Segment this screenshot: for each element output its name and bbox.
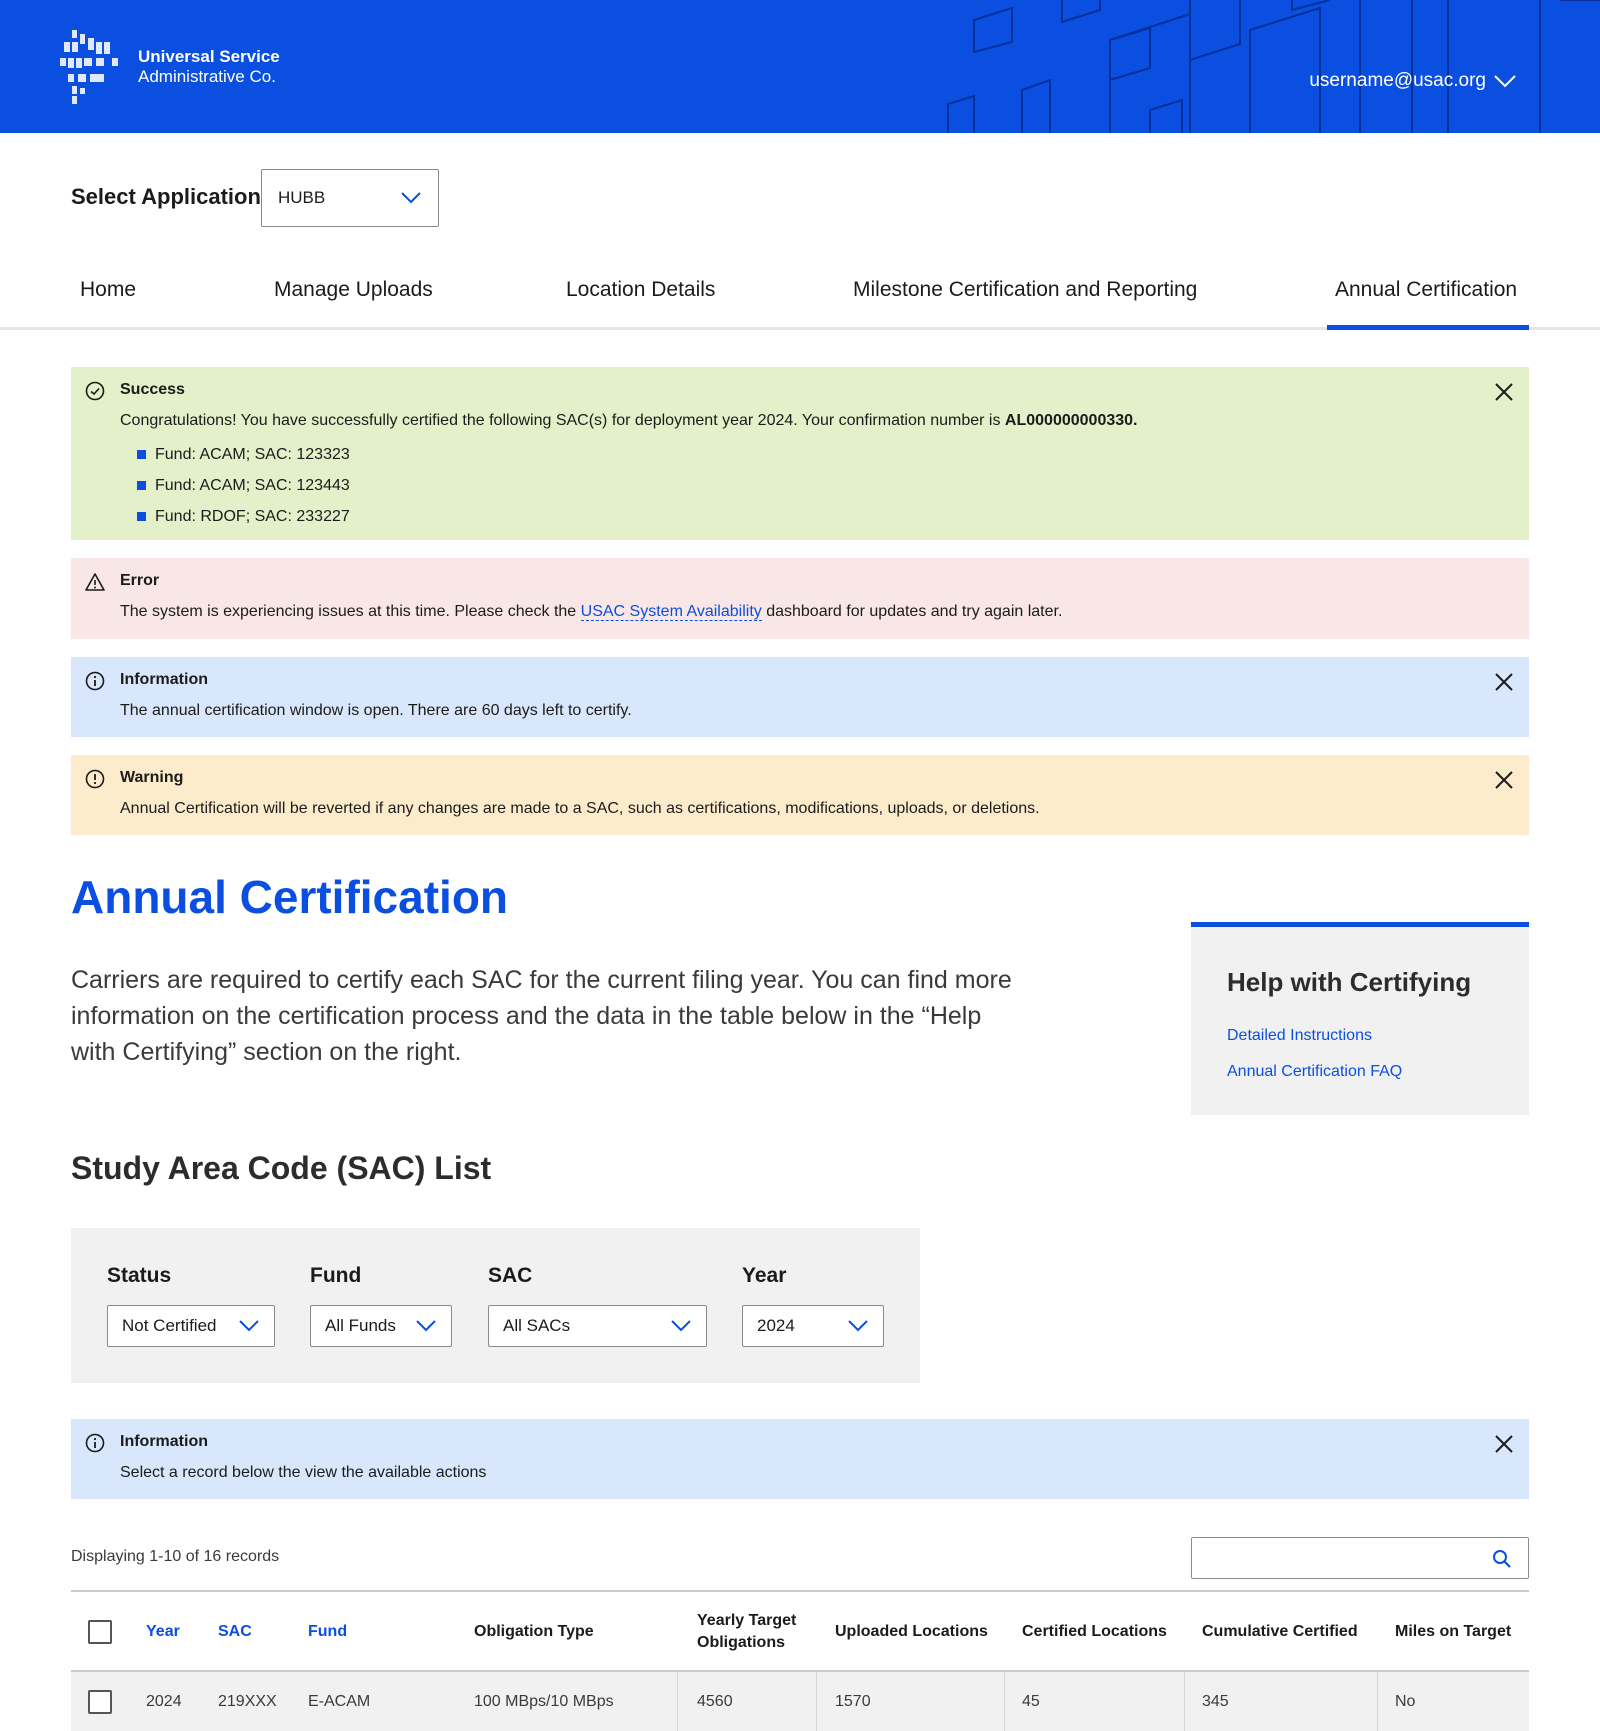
bullet-icon	[137, 481, 146, 490]
system-availability-link[interactable]: USAC System Availability	[580, 603, 762, 620]
filter-panel	[71, 1228, 920, 1383]
usac-logo-icon	[58, 28, 130, 106]
record-count: Displaying 1-10 of 16 records	[71, 1548, 280, 1565]
list-item	[137, 470, 350, 501]
select-all-checkbox[interactable]	[88, 1620, 112, 1644]
column-divider	[1184, 1672, 1185, 1731]
select-application-label: Select Application	[71, 184, 261, 209]
sac-filter-label: SAC	[488, 1264, 533, 1287]
column-year[interactable]: Year	[146, 1623, 180, 1640]
info-icon	[85, 1433, 105, 1453]
column-uploaded-locations: Uploaded Locations	[835, 1623, 988, 1640]
close-icon[interactable]	[1493, 769, 1515, 791]
info-icon	[85, 671, 105, 691]
column-miles-on-target: Miles on Target	[1395, 1623, 1512, 1640]
cell-yearly-target: 4560	[697, 1693, 733, 1710]
table-header	[71, 1590, 1529, 1672]
column-fund[interactable]: Fund	[308, 1623, 348, 1640]
chevron-down-icon	[670, 1319, 692, 1333]
year-filter-label: Year	[742, 1264, 787, 1287]
info-alert-select-record	[71, 1419, 1529, 1499]
table-row[interactable]	[71, 1672, 1529, 1731]
warning-alert-title: Warning	[120, 769, 184, 786]
list-item	[137, 439, 350, 470]
close-icon[interactable]	[1493, 1433, 1515, 1455]
column-divider	[677, 1672, 678, 1731]
error-alert-title: Error	[120, 572, 160, 589]
info-alert-window	[71, 657, 1529, 737]
column-yearly-target-line1: Yearly Target	[697, 1612, 797, 1629]
chevron-down-icon	[847, 1319, 869, 1333]
error-message-text: The system is experiencing issues at this time. Please check the	[120, 603, 581, 620]
tab-annual-certification[interactable]: Annual Certification	[1327, 278, 1529, 330]
error-alert	[71, 558, 1529, 639]
tab-location-details[interactable]: Location Details	[566, 278, 716, 301]
cell-cumulative-certified: 345	[1202, 1693, 1229, 1710]
application-select[interactable]	[261, 169, 439, 227]
cell-obligation-type: 100 MBps/10 MBps	[474, 1693, 614, 1710]
error-alert-message	[120, 603, 1062, 621]
page-intro: Carriers are required to certify each SAC for the current filing year. You can find more information on the certification process and the data in the table below in the “Help with Certifying” section on the right.	[71, 966, 1012, 1066]
confirmation-number: AL000000000330.	[1004, 412, 1138, 429]
list-item-text: Fund: ACAM; SAC: 123443	[155, 476, 350, 494]
bullet-icon	[137, 512, 146, 521]
success-alert-message	[120, 412, 1137, 430]
application-select-value: HUBB	[278, 188, 326, 207]
fund-filter-select[interactable]	[310, 1305, 452, 1347]
bullet-icon	[137, 450, 146, 459]
column-divider	[1377, 1672, 1378, 1731]
column-yearly-target-line2: Obligations	[697, 1634, 785, 1651]
warning-circle-icon	[85, 769, 105, 789]
select-all-cell	[88, 1592, 112, 1672]
close-icon[interactable]	[1493, 381, 1515, 403]
chevron-down-icon	[400, 191, 422, 205]
page-title: Annual Certification	[71, 871, 509, 923]
column-cumulative-certified: Cumulative Certified	[1202, 1623, 1358, 1640]
info-alert-message: Select a record below the view the available actions	[120, 1464, 487, 1481]
column-divider	[816, 1672, 817, 1731]
help-panel	[1191, 922, 1529, 1115]
list-item-text: Fund: RDOF; SAC: 233227	[155, 507, 350, 525]
error-message-text-end: dashboard for updates and try again later.	[761, 603, 1063, 620]
user-menu[interactable]	[1309, 70, 1516, 92]
status-filter-value: Not Certified	[122, 1316, 217, 1335]
success-alert-title: Success	[120, 381, 185, 398]
org-name-line2: Administrative Co.	[138, 67, 276, 86]
fund-filter-value: All Funds	[325, 1316, 396, 1335]
column-yearly-target-obligations	[697, 1592, 796, 1672]
info-alert-title: Information	[120, 1433, 208, 1450]
status-filter-label: Status	[107, 1264, 172, 1287]
annual-certification-faq-link[interactable]: Annual Certification FAQ	[1227, 1063, 1403, 1080]
column-obligation-type: Obligation Type	[474, 1623, 594, 1640]
check-circle-icon	[85, 381, 105, 401]
info-alert-message: The annual certification window is open. There are 60 days left to certify.	[120, 702, 632, 719]
year-filter-value: 2024	[757, 1316, 795, 1335]
warning-alert-message: Annual Certification will be reverted if any changes are made to a SAC, such as certifications, modifications, uploads, or deletions.	[120, 800, 1040, 817]
close-icon[interactable]	[1493, 671, 1515, 693]
tab-manage-uploads[interactable]: Manage Uploads	[274, 278, 433, 301]
certified-sac-list	[137, 439, 350, 532]
main-nav	[0, 262, 1600, 330]
sac-list-title: Study Area Code (SAC) List	[71, 1150, 492, 1186]
table-search-input[interactable]	[1191, 1537, 1529, 1579]
warning-alert	[71, 755, 1529, 835]
row-select-cell	[88, 1672, 112, 1731]
org-name-line1: Universal Service	[138, 47, 280, 66]
chevron-down-icon	[415, 1319, 437, 1333]
info-alert-title: Information	[120, 671, 208, 688]
cell-miles-on-target: No	[1395, 1693, 1416, 1710]
row-checkbox[interactable]	[88, 1690, 112, 1714]
detailed-instructions-link[interactable]: Detailed Instructions	[1227, 1027, 1372, 1044]
tab-milestone-certification[interactable]: Milestone Certification and Reporting	[853, 278, 1198, 301]
column-divider	[1004, 1672, 1005, 1731]
column-certified-locations: Certified Locations	[1022, 1623, 1167, 1640]
tab-home[interactable]: Home	[80, 278, 137, 301]
list-item-text: Fund: ACAM; SAC: 123323	[155, 445, 350, 463]
usac-logo[interactable]	[58, 28, 280, 106]
cell-uploaded-locations: 1570	[835, 1693, 871, 1710]
status-filter-select[interactable]	[107, 1305, 275, 1347]
sac-filter-select[interactable]	[488, 1305, 707, 1347]
cell-fund: E-ACAM	[308, 1693, 371, 1710]
chevron-down-icon	[238, 1319, 260, 1333]
cell-sac: 219XXX	[218, 1693, 277, 1710]
success-message-text: Congratulations! You have successfully certified the following SAC(s) for deployment year 2024. Your confirmation number is	[120, 412, 1005, 429]
username-label: username@usac.org	[1309, 70, 1486, 91]
chevron-down-icon	[1494, 74, 1516, 88]
success-alert	[71, 367, 1529, 540]
cell-year: 2024	[146, 1693, 182, 1710]
sac-filter-value: All SACs	[503, 1316, 571, 1335]
fund-filter-label: Fund	[310, 1264, 362, 1287]
search-icon[interactable]	[1492, 1549, 1512, 1569]
site-header	[0, 0, 1600, 133]
year-filter-select[interactable]	[742, 1305, 884, 1347]
warning-triangle-icon	[85, 572, 105, 592]
list-item	[137, 501, 350, 532]
help-panel-title: Help with Certifying	[1227, 967, 1472, 997]
column-sac[interactable]: SAC	[218, 1623, 252, 1640]
cell-certified-locations: 45	[1022, 1693, 1040, 1710]
